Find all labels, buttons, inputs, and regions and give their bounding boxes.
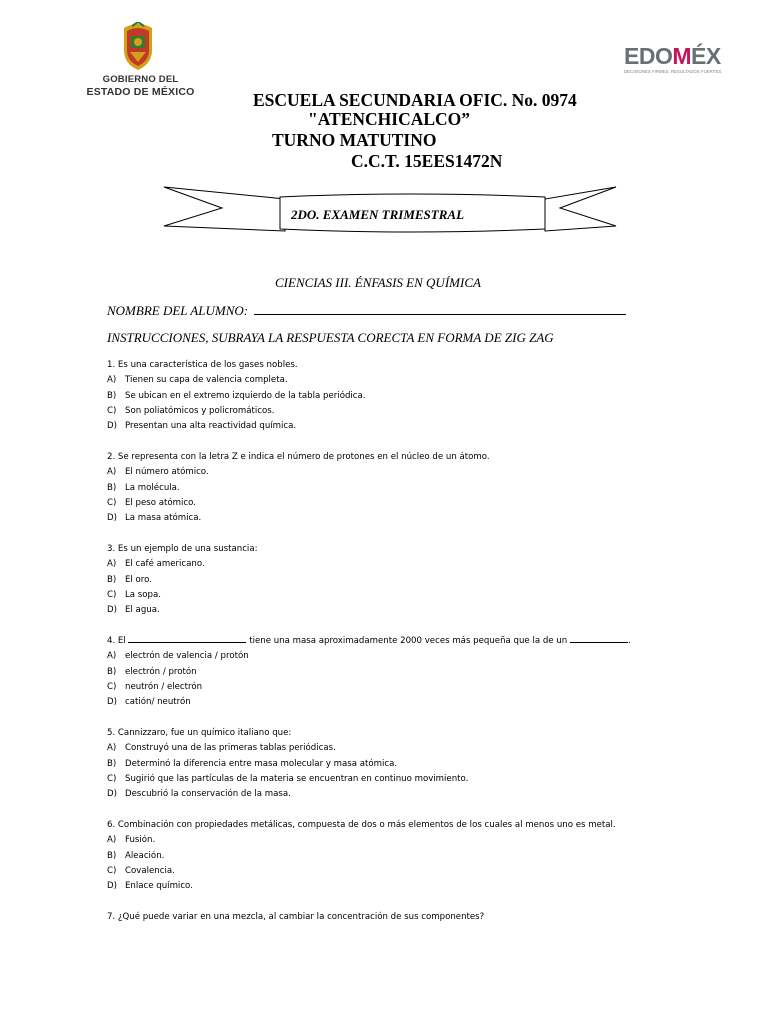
question-3: [107, 542, 667, 618]
answer-option[interactable]: C) neutrón / electrón: [107, 681, 203, 692]
answer-option[interactable]: C) La sopa.: [107, 589, 161, 600]
question-4: [107, 634, 667, 710]
answer-option[interactable]: A) Construyó una de las primeras tablas periódicas.: [107, 743, 336, 754]
school-shift: TURNO MATUTINO: [272, 130, 437, 150]
edomex-word-mid: M: [672, 43, 692, 69]
answer-option[interactable]: A) Fusión.: [107, 835, 156, 846]
answer-option[interactable]: B) electrón / protón: [107, 666, 197, 677]
school-name: ESCUELA SECUNDARIA OFIC. No. 0974: [253, 90, 577, 110]
question-7: [107, 910, 667, 925]
answer-option[interactable]: B) El oro.: [107, 574, 152, 585]
edomex-logo: [624, 44, 744, 80]
student-name-row: [107, 303, 626, 319]
subject-title: CIENCIAS III. ÉNFASIS EN QUÍMICA: [275, 275, 481, 290]
answer-option[interactable]: C) Covalencia.: [107, 865, 175, 876]
answer-option[interactable]: D) El agua.: [107, 605, 160, 616]
answer-option[interactable]: D) Presentan una alta reactividad química.: [107, 421, 297, 432]
edomex-tagline: DECISIONES FIRMES, RESULTADOS FUERTES.: [624, 69, 723, 74]
question-6: [107, 818, 667, 894]
answer-option[interactable]: A) Tienen su capa de valencia completa.: [107, 375, 288, 386]
answer-option[interactable]: B) Se ubican en el extremo izquierdo de la tabla periódica.: [107, 390, 366, 401]
fill-blank-2[interactable]: [570, 634, 628, 643]
exam-title: 2DO. EXAMEN TRIMESTRAL: [291, 207, 465, 222]
answer-option[interactable]: C) Son poliatómicos y policromáticos.: [107, 405, 275, 416]
gov-logo-line1: GOBIERNO DEL: [102, 74, 179, 85]
answer-option[interactable]: D) La masa atómica.: [107, 513, 202, 524]
gov-logo-line2: ESTADO DE MÉXICO: [86, 86, 195, 98]
fill-blank-1[interactable]: [128, 634, 246, 643]
answer-option[interactable]: B) Aleación.: [107, 850, 165, 861]
question-2: [107, 450, 667, 526]
answer-option[interactable]: C) El peso atómico.: [107, 497, 196, 508]
question-stem: 6. Combinación con propiedades metálicas, compuesta de dos o más elementos de los cuales al menos uno es metal.: [107, 820, 616, 830]
student-name-label: NOMBRE DEL ALUMNO:: [107, 303, 249, 318]
question-stem: 5. Cannizzaro, fue un químico italiano que:: [107, 728, 292, 738]
edomex-word-left: EDO: [624, 43, 673, 69]
gobierno-estado-mexico-logo: [78, 22, 203, 110]
question-stem: 7. ¿Qué puede variar en una mezcla, al cambiar la concentración de sus componentes?: [107, 912, 485, 922]
student-name-blank[interactable]: [254, 303, 626, 315]
answer-option[interactable]: C) Sugirió que las partículas de la materia se encuentran en continuo movimiento.: [107, 773, 469, 784]
question-stem: 3. Es un ejemplo de una sustancia:: [107, 544, 258, 554]
question-stem: 2. Se representa con la letra Z e indica el número de protones en el núcleo de un átomo.: [107, 452, 490, 462]
question-stem: 1. Es una característica de los gases nobles.: [107, 360, 298, 370]
exam-title-banner: [160, 182, 620, 242]
answer-option[interactable]: D) Descubrió la conservación de la masa.: [107, 789, 291, 800]
instructions: INSTRUCCIONES, SUBRAYA LA RESPUESTA CORECTA EN FORMA DE ZIG ZAG: [107, 330, 554, 345]
question-stem: 4. El tiene una masa aproximadamente 2000 veces más pequeña que la de un .: [107, 636, 631, 646]
answer-option[interactable]: D) Enlace químico.: [107, 881, 193, 892]
school-nickname: "ATENCHICALCO”: [308, 109, 471, 129]
coat-of-arms-icon: [118, 22, 158, 72]
answer-option[interactable]: B) Determinó la diferencia entre masa molecular y masa atómica.: [107, 758, 398, 769]
answer-option[interactable]: B) La molécula.: [107, 482, 180, 493]
edomex-word-right: ÉX: [691, 43, 721, 69]
question-1: [107, 358, 667, 434]
answer-option[interactable]: A) El café americano.: [107, 559, 205, 570]
answer-option[interactable]: A) electrón de valencia / protón: [107, 651, 249, 662]
school-cct: C.C.T. 15EES1472N: [351, 151, 503, 171]
question-5: [107, 726, 667, 802]
answer-option[interactable]: D) catión/ neutrón: [107, 697, 191, 708]
answer-option[interactable]: A) El número atómico.: [107, 467, 209, 478]
